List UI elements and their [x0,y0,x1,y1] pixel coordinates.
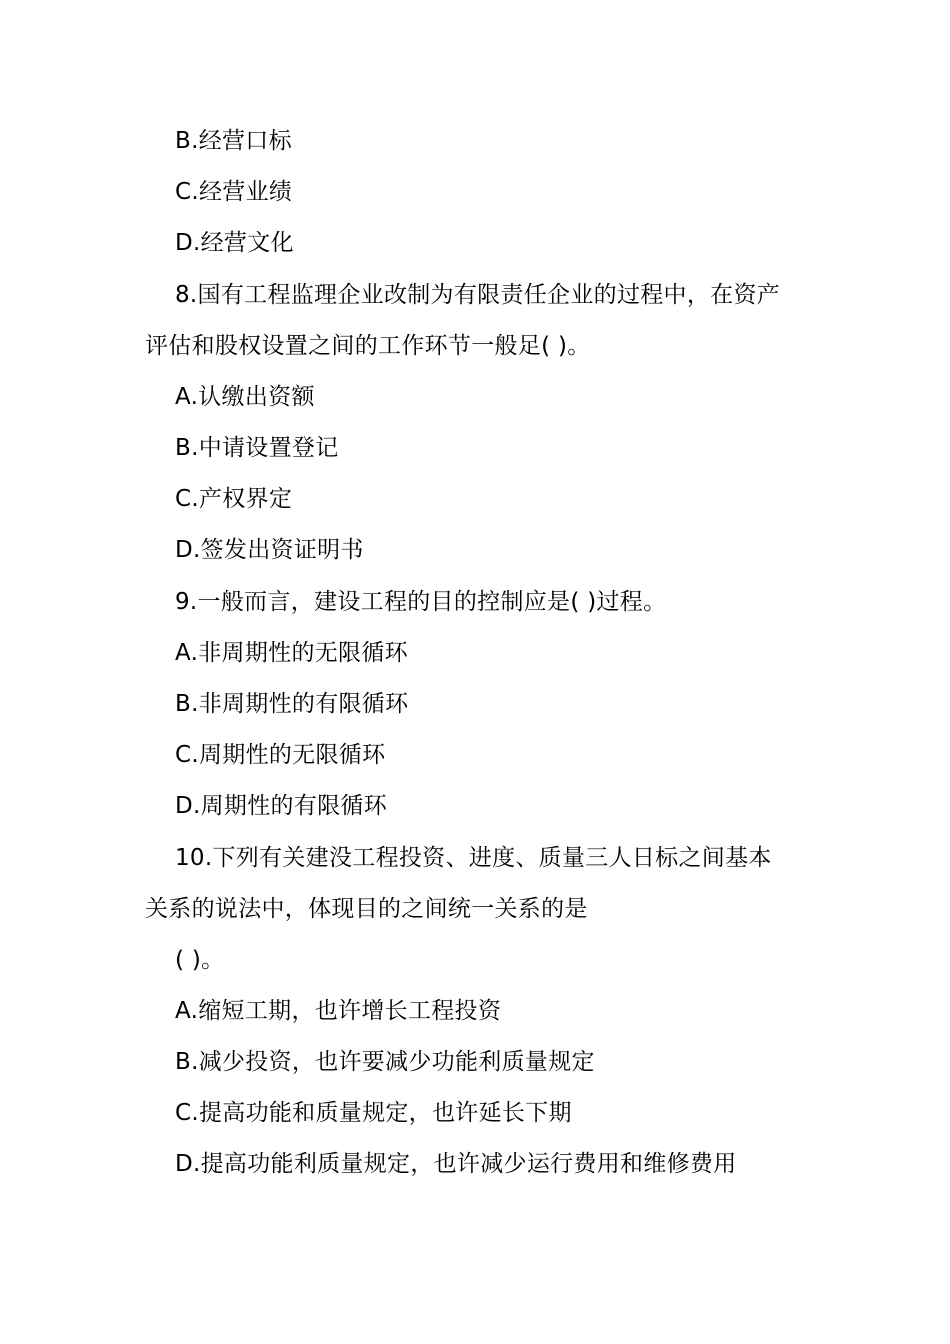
option-c-q7: C.经营业绩 [175,179,293,205]
option-a-q9: A.非周期性的无限循环 [175,640,408,666]
question-8: 8.国有工程监理企业改制为有限责任企业的过程中，在资产 [175,282,781,308]
question-9: 9.一般而言，建设工程的目的控制应是( )过程。 [175,589,667,615]
option-c-q8: C.产权界定 [175,486,293,512]
question-8-continued: 评估和股权设置之间的工作环节一般足( )。 [145,333,591,359]
option-a-q10: A.缩短工期，也许增长工程投资 [175,998,502,1024]
option-d-q8: D.签发出资证明书 [175,537,364,563]
option-b-q7: B.经营口标 [175,128,292,154]
option-b-q9: B.非周期性的有限循环 [175,691,409,717]
option-c-q9: C.周期性的无限循环 [175,742,386,768]
question-10-continued: 关系的说法中，体现目的之间统一关系的是 [145,896,588,922]
option-d-q10: D.提高功能利质量规定，也许减少运行费用和维修费用 [175,1151,737,1177]
option-b-q10: B.减少投资，也许要减少功能利质量规定 [175,1049,595,1075]
option-c-q10: C.提高功能和质量规定，也许延长下期 [175,1100,572,1126]
question-10: 10.下列有关建没工程投资、进度、质量三人日标之间基本 [175,845,772,871]
option-d-q7: D.经营文化 [175,230,294,256]
option-a-q8: A.认缴出资额 [175,384,315,410]
question-10-blank: ( )。 [175,947,225,973]
option-d-q9: D.周期性的有限循环 [175,793,388,819]
option-b-q8: B.中请设置登记 [175,435,339,461]
